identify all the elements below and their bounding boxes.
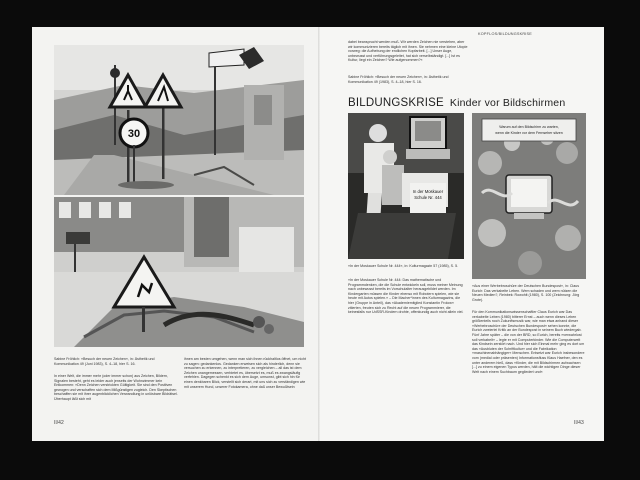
street-sign-photo bbox=[54, 197, 304, 347]
right-page bbox=[320, 27, 604, 441]
brochure-collage bbox=[472, 113, 586, 279]
left-body-column-2: ihnen am besten umgehen, wenn man sich ihnen rückhaltlos öffnet, um nicht zu sagen: gedankenlos. Gedanken erweisen sich als hinderlich, denn sie versuchen zu erkennen, zu interpretieren, zu vergleichen – all das ist dem Zeichen unangemessen, verbietet es, übersetzt es, muß es zwangsläufig verfehlen. Dagegen schenkt es sich dem Auge, umsonst, gibt sich hin für einen denkbaren Blick, verstellt sich derart, mit uns sich zu verständigen wie mit unserem Hund, unserer Fotokamera, ohne daß unser Bewußtsein bbox=[184, 357, 306, 389]
left-photo-caption: Sabine Fröhlich: »Besuch der neuen Zeichen«, in: Ästhetik und Kommunikation 49 (Juni 1983), S. 4–18, hier S. 16. bbox=[54, 357, 155, 366]
road-signs-illustration bbox=[54, 45, 304, 195]
intro-text: dabei beansprucht werden muß. Wir werden Zeichen nie verstehen, aber wir kommunizieren bereits täglich mit ihnen. Sie nehmen eine kleine Utopie vorweg: die Aufhebung der endlichen Kopfarbeit. [...] Unser Auge, unbewusst und verführungsgeleitet, hat sich verselbständigt. [...] Ist es Kultur, liegt ein Zeichen? Wie aufgenommen?« bbox=[348, 40, 468, 63]
speed-limit-label: 30 bbox=[127, 128, 141, 140]
body-left-column: »In der Moskauer Schule Nr. 444: Das mathematische und Programmdenken, die die Schule entwickeln soll, muss meiner Meinung nach unbewusst bereits im Vorschulalter herausgebildet werden. Im Kindergarten müssen die Kinder ebenso mit Robotern spielen, wie sie heute mit Autos spielen.« – Die Macher*innen des Kulturmagazins, die hier (Gruppe in Anteil), das »Akademiemitglied Konstantin Frolow« zitierten, freuten sich zu Recht auf die neuen Programmierer, die keinesfalls nur UdSSR-Kindern drohte, offenkundig auch nicht allein viel. bbox=[348, 278, 464, 315]
road-signs-photo bbox=[54, 45, 304, 195]
classroom-caption: »In der Moskauer Schule Nr. 444«, in: Kulturmagazin 57 (1985), S. 5. bbox=[348, 264, 459, 268]
collage-banner-line-1: Warum auf den Bildschirm zu warten, bbox=[499, 125, 559, 129]
left-body-column-1: In einer Welt, die immer mehr (oder immer schon) aus Zeichen, Bildern, Signalen besteht, geht es leider auch jenseits der Wohnzimmer kein Entkommen: »Denn Zeichen verstrickten Gültigkeit. Sie sind den Positiven gewogen und verschaffen sich dem Mißgünstigen zugleich. Den Skeptischen beschaffen sie mit ihrer augenblicklichen Verwandlung in unlösbare Bildrätsel. Überhaupt läßt sich mit bbox=[54, 374, 178, 401]
section-title bbox=[348, 97, 565, 109]
page-number-right: II/43 bbox=[574, 420, 584, 426]
left-page bbox=[32, 27, 320, 441]
classroom-illustration bbox=[348, 113, 464, 259]
section-title-sub: Kinder vor Bildschirmen bbox=[449, 97, 566, 109]
intro-citation: Sabine Fröhlich: »Besuch der neuen Zeichen«, in: Ästhetik und Kommunikation 49 (1983), S. 4–18, hier S. 16. bbox=[348, 75, 449, 84]
brochure-caption: »Aus einer Werbebroschüre der Deutschen Bundespost«, in: Claus Eurich: Das verkabelte Leben. Wem schaden und wem nützen die Neuen Medien?, Reinbek: Rowohlt (1980), S. 100 (Zeichnung: Jörg Grote). bbox=[472, 284, 580, 302]
body-right-column: Für den Kommunikationswissenschaftler Claus Eurich war Das verkabelte Leben (1980) bitterer Ernst – auch wenn dieses Leben größtenteils noch Zukunftsmusik war, wie man etwa anhand dieser »Werbebroschüre der Deutschen Bundespost« sehen konnte, die Eurich zweierlei Kritik an der Bundespost in seinem Buch wiedergab. Fünf Jahre später – die von der BRD, so Eurich, bereits »verwahrlost soll verkabelt« – legte er mit Computerkinder. Wie die Computerwelt das Kindsein zerstört nach. Und hier sich Einmal mehr ging es dort um das »Ausbluten der Schriftkultur« und die Fabrikation »maschinenabhängiger« Menschen. Entsetzt war Eurich insbesondere vom (medial oder präsenten) Informationsfluss Klaus Haefner, den es unter anderem hieß, dass »Kinder, die mit Bildschirmen aufwachsen [...] zu einem eigenen Typus werden, hält die wichtigen Dinge dieser Welt nach einem Suchbaum gegliedert und« bbox=[472, 310, 585, 374]
street-sign-illustration bbox=[54, 197, 304, 347]
running-header: KOPFLOS/BILDUNGSKRISE bbox=[478, 32, 532, 36]
photo-placard-line-2: Schule Nr. 444 bbox=[414, 195, 442, 200]
classroom-photo bbox=[348, 113, 464, 259]
page-number-left: II/42 bbox=[54, 420, 64, 426]
section-title-main: BILDUNGSKRISE bbox=[348, 97, 444, 109]
brochure-collage-illustration bbox=[472, 113, 586, 279]
photo-placard-line-1: In der Moskauer bbox=[412, 189, 444, 194]
collage-banner-line-2: wenn die Kinder vor dem Fernseher sitzen bbox=[495, 131, 563, 135]
